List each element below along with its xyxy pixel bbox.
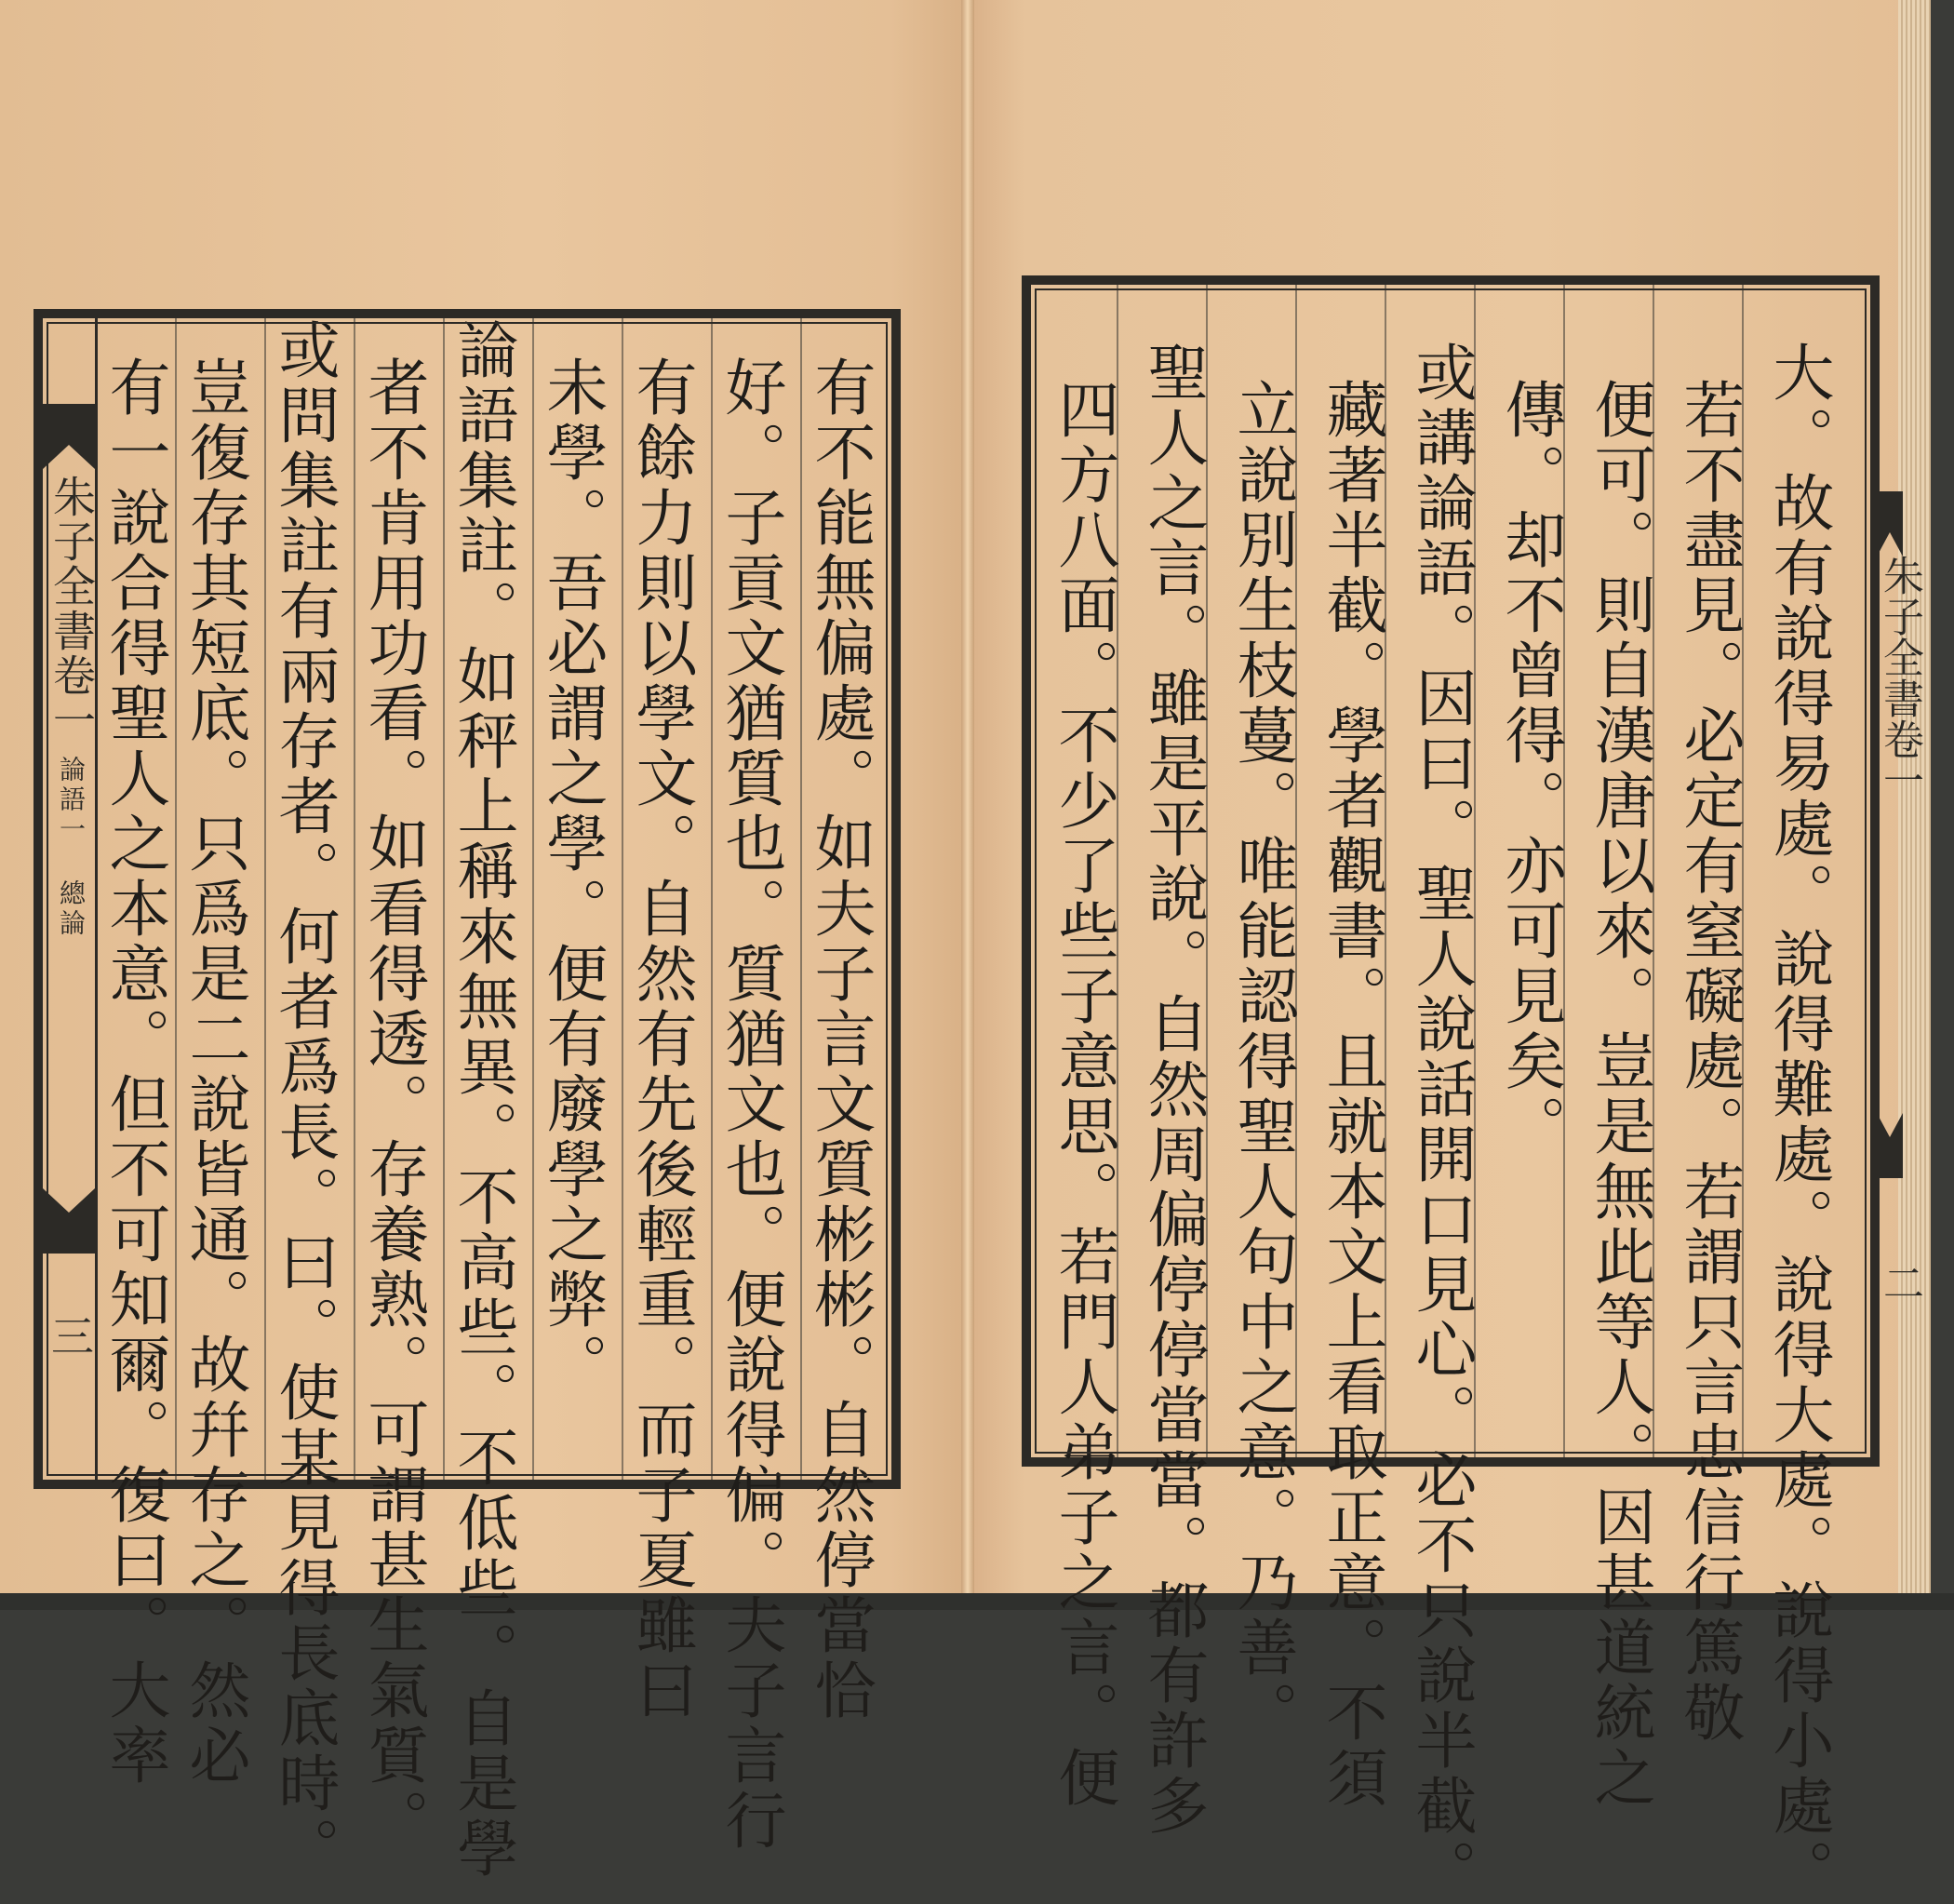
page-number: 三: [45, 1314, 95, 1357]
text-column: 便可。則自漢唐以來。豈是無此等人。因甚道統之: [1584, 378, 1655, 1811]
text-column: 若不盡見。必定有窒礙處。若謂只言忠信行篤敬: [1673, 378, 1745, 1746]
fish-tail-mark-top: [43, 404, 95, 469]
fish-tail-mark-bottom: [1877, 1113, 1903, 1178]
text-column: 立說別生枝蔓。唯能認得聖人句中之意。乃善。: [1226, 378, 1298, 1746]
column-rule: [800, 318, 802, 1480]
left-text-frame: [33, 309, 901, 1882]
column-rule: [532, 318, 534, 1480]
text-column: 有不能無偏處。如夫子言文質彬彬。自然停當恰: [804, 355, 876, 1723]
fish-tail-mark-top: [1877, 491, 1903, 556]
column-rule: [1206, 285, 1208, 1457]
text-column: 有一說合得聖人之本意。但不可知爾。復曰。大率: [99, 355, 170, 1789]
text-column: 四方八面。不少了些子意思。若門人弟子之言。便: [1048, 378, 1119, 1811]
text-column: 或問集註有兩存者。何者爲長。曰。使某見得長底時。: [268, 318, 340, 1882]
text-column: 論語集註。如秤上稱來無異。不高些。不低些。自是學: [447, 318, 518, 1882]
text-column: 有餘力則以學文。自然有先後輕重。而子夏雖曰: [625, 355, 697, 1723]
right-text-frame: [1022, 275, 1880, 1904]
column-rule: [264, 318, 266, 1480]
column-rule: [622, 318, 623, 1480]
margin-title: 朱子全書卷一: [47, 475, 97, 743]
text-column: 或講論語。因曰。聖人說話開口見心。必不只說半截。: [1405, 341, 1477, 1904]
column-rule: [443, 318, 445, 1480]
fish-tail-mark-bottom: [43, 1188, 95, 1254]
margin-title: 朱子全書卷一: [1876, 555, 1923, 800]
text-column: 者不肯用功看。如看得透。存養熟。可謂甚生氣質。: [357, 355, 429, 1854]
column-rule: [354, 318, 355, 1480]
text-column: 藏著半截。學者觀書。且就本文上看取正意。不須: [1316, 378, 1387, 1811]
column-rule: [1117, 285, 1118, 1457]
left-margin-strip: [43, 318, 98, 1480]
text-column: 未學。吾必謂之學。便有廢學之弊。: [536, 355, 608, 1398]
column-rule: [175, 318, 177, 1480]
text-column: 好。子貢文猶質也。質猶文也。便說得偏。夫子言行: [715, 355, 786, 1854]
margin-subtitle: 論語一 總論: [56, 756, 87, 939]
right-margin-strip: [1874, 275, 1923, 1467]
column-rule: [1742, 285, 1744, 1457]
column-rule: [1563, 285, 1565, 1457]
book-gutter: [961, 0, 974, 1593]
text-column: 大。故有說得易處。說得難處。說得大處。說得小處。: [1762, 341, 1834, 1904]
text-column: 豈復存其短底。只爲是二說皆通。故幷存之。然必: [179, 355, 250, 1789]
column-rule: [711, 318, 713, 1480]
column-rule: [1385, 285, 1386, 1457]
column-rule: [1295, 285, 1297, 1457]
column-rule: [1474, 285, 1476, 1457]
column-rule: [1653, 285, 1654, 1457]
text-column: 傳。却不曾得。亦可見矣。: [1494, 378, 1566, 1160]
text-column: 聖人之言。雖是平說。自然周偏停停當當。都有許多: [1137, 341, 1209, 1839]
page-number: 二: [1876, 1262, 1923, 1303]
